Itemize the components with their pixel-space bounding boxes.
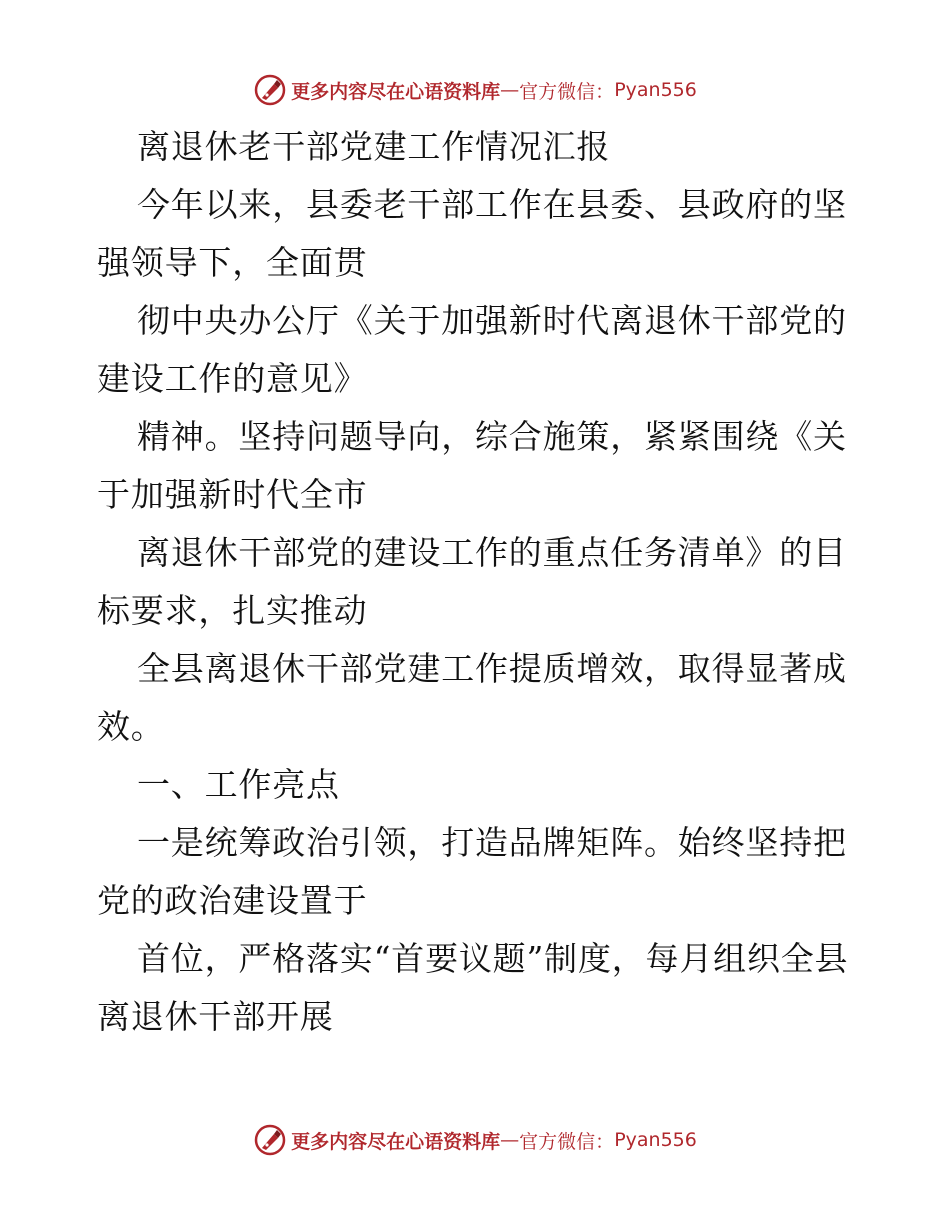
banner-label: 官方微信： [519, 80, 615, 103]
paragraph-line: 彻中央办公厅《关于加强新时代离退休干部党的建设工作的意见》 [97, 301, 847, 398]
paragraph-line: 精神。坚持问题导向，综合施策，紧紧围绕《关于加强新时代全市 [97, 417, 847, 514]
footer-banner [0, 1120, 950, 1160]
pen-nib-seal-icon [253, 1123, 287, 1157]
paragraph-line: 离退休干部党的建设工作的重点任务清单》的目标要求，扎实推动 [97, 533, 847, 630]
document-body [97, 118, 857, 1046]
pen-nib-seal-icon [253, 73, 287, 107]
section-heading: 一、工作亮点 [137, 765, 340, 804]
banner-dash: — [500, 1129, 520, 1151]
paragraph-line: 首位，严格落实“首要议题”制度，每月组织全县离退休干部开展 [97, 939, 849, 1036]
banner-title: 更多内容尽在心语资料库 [291, 1130, 501, 1153]
banner-dash: — [500, 79, 520, 101]
document-title: 离退休老干部党建工作情况汇报 [137, 127, 611, 166]
paragraph-line: 一是统筹政治引领，打造品牌矩阵。始终坚持把党的政治建设置于 [97, 823, 847, 920]
banner-wechat-id: Pyan556 [614, 79, 697, 101]
banner-wechat-id: Pyan556 [614, 1129, 697, 1151]
banner-label: 官方微信： [519, 1130, 615, 1153]
paragraph-line: 全县离退休干部党建工作提质增效，取得显著成效。 [97, 649, 847, 746]
header-banner [0, 70, 950, 110]
paragraph-line: 今年以来，县委老干部工作在县委、县政府的坚强领导下，全面贯 [97, 185, 847, 282]
banner-title: 更多内容尽在心语资料库 [291, 80, 501, 103]
